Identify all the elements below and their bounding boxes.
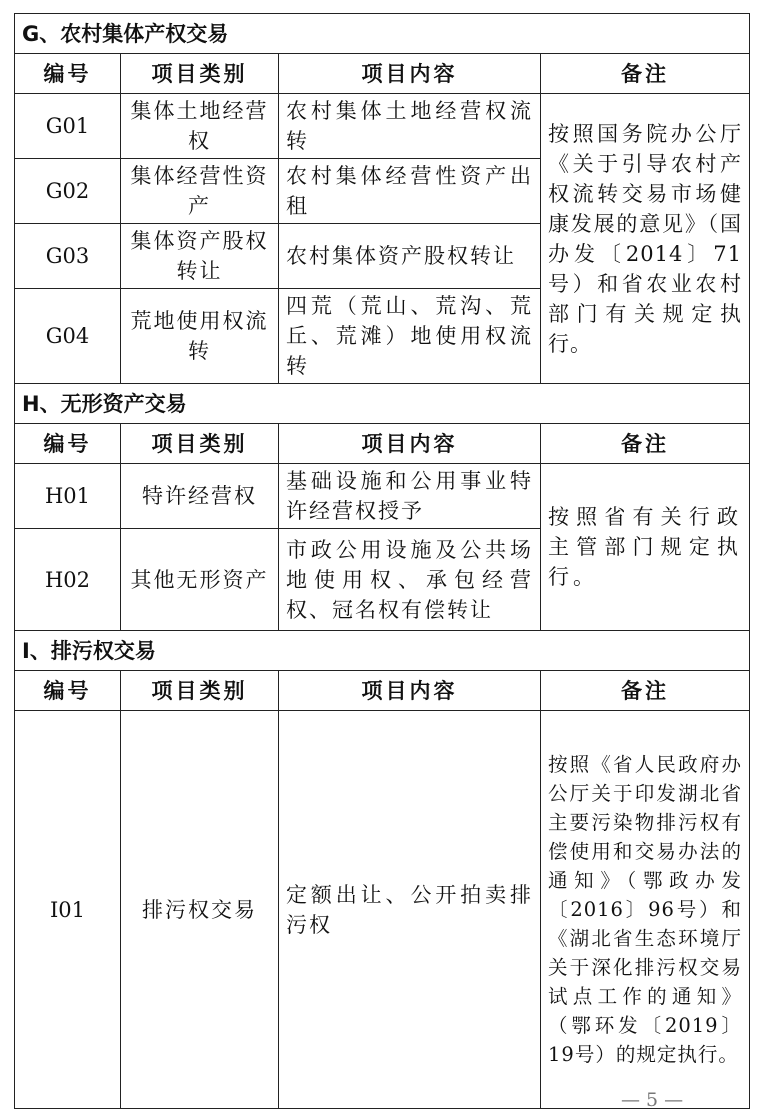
item-code: G04 [15,289,121,384]
header-row [15,671,750,711]
item-category: 集体经营性资产 [121,159,279,224]
section-title: I、排污权交易 [15,631,750,671]
section-row-g [15,14,750,54]
header-category: 项目类别 [121,54,279,94]
header-code: 编号 [15,671,121,711]
item-category: 集体资产股权转让 [121,224,279,289]
header-category: 项目类别 [121,671,279,711]
item-note: 按照省有关行政主管部门规定执行。 [541,464,750,631]
section-row-h [15,384,750,424]
header-note: 备注 [541,424,750,464]
item-content: 定额出让、公开拍卖排污权 [279,711,541,1109]
table-row [15,464,750,529]
header-row [15,54,750,94]
item-category: 其他无形资产 [121,529,279,631]
item-content: 农村集体资产股权转让 [279,224,541,289]
table-row [15,711,750,1109]
header-content: 项目内容 [279,424,541,464]
item-code: G03 [15,224,121,289]
item-code: I01 [15,711,121,1109]
item-content: 四荒（荒山、荒沟、荒丘、荒滩）地使用权流转 [279,289,541,384]
header-note: 备注 [541,671,750,711]
header-code: 编号 [15,424,121,464]
item-category: 集体土地经营权 [121,94,279,159]
item-content: 市政公用设施及公共场地使用权、承包经营权、冠名权有偿转让 [279,529,541,631]
table-row [15,94,750,159]
item-note: 按照《省人民政府办公厅关于印发湖北省主要污染物排污权有偿使用和交易办法的通知》（鄂政办发〔2016〕96号）和《湖北省生态环境厅关于深化排污权交易试点工作的通知》（鄂环发〔2019〕19号）的规定执行。 [541,711,750,1109]
item-content: 基础设施和公用事业特许经营权授予 [279,464,541,529]
section-title: H、无形资产交易 [15,384,750,424]
item-category: 荒地使用权流转 [121,289,279,384]
item-code: G01 [15,94,121,159]
policy-table [14,13,750,1109]
header-category: 项目类别 [121,424,279,464]
item-code: H01 [15,464,121,529]
item-content: 农村集体经营性资产出租 [279,159,541,224]
item-code: H02 [15,529,121,631]
section-title: G、农村集体产权交易 [15,14,750,54]
item-note: 按照国务院办公厅《关于引导农村产权流转交易市场健康发展的意见》（国办发〔2014〕71号）和省农业农村部门有关规定执行。 [541,94,750,384]
header-content: 项目内容 [279,671,541,711]
section-row-i [15,631,750,671]
header-code: 编号 [15,54,121,94]
item-category: 特许经营权 [121,464,279,529]
header-content: 项目内容 [279,54,541,94]
item-category: 排污权交易 [121,711,279,1109]
item-code: G02 [15,159,121,224]
header-row [15,424,750,464]
header-note: 备注 [541,54,750,94]
item-content: 农村集体土地经营权流转 [279,94,541,159]
page-number: — 5 — [621,1089,684,1111]
